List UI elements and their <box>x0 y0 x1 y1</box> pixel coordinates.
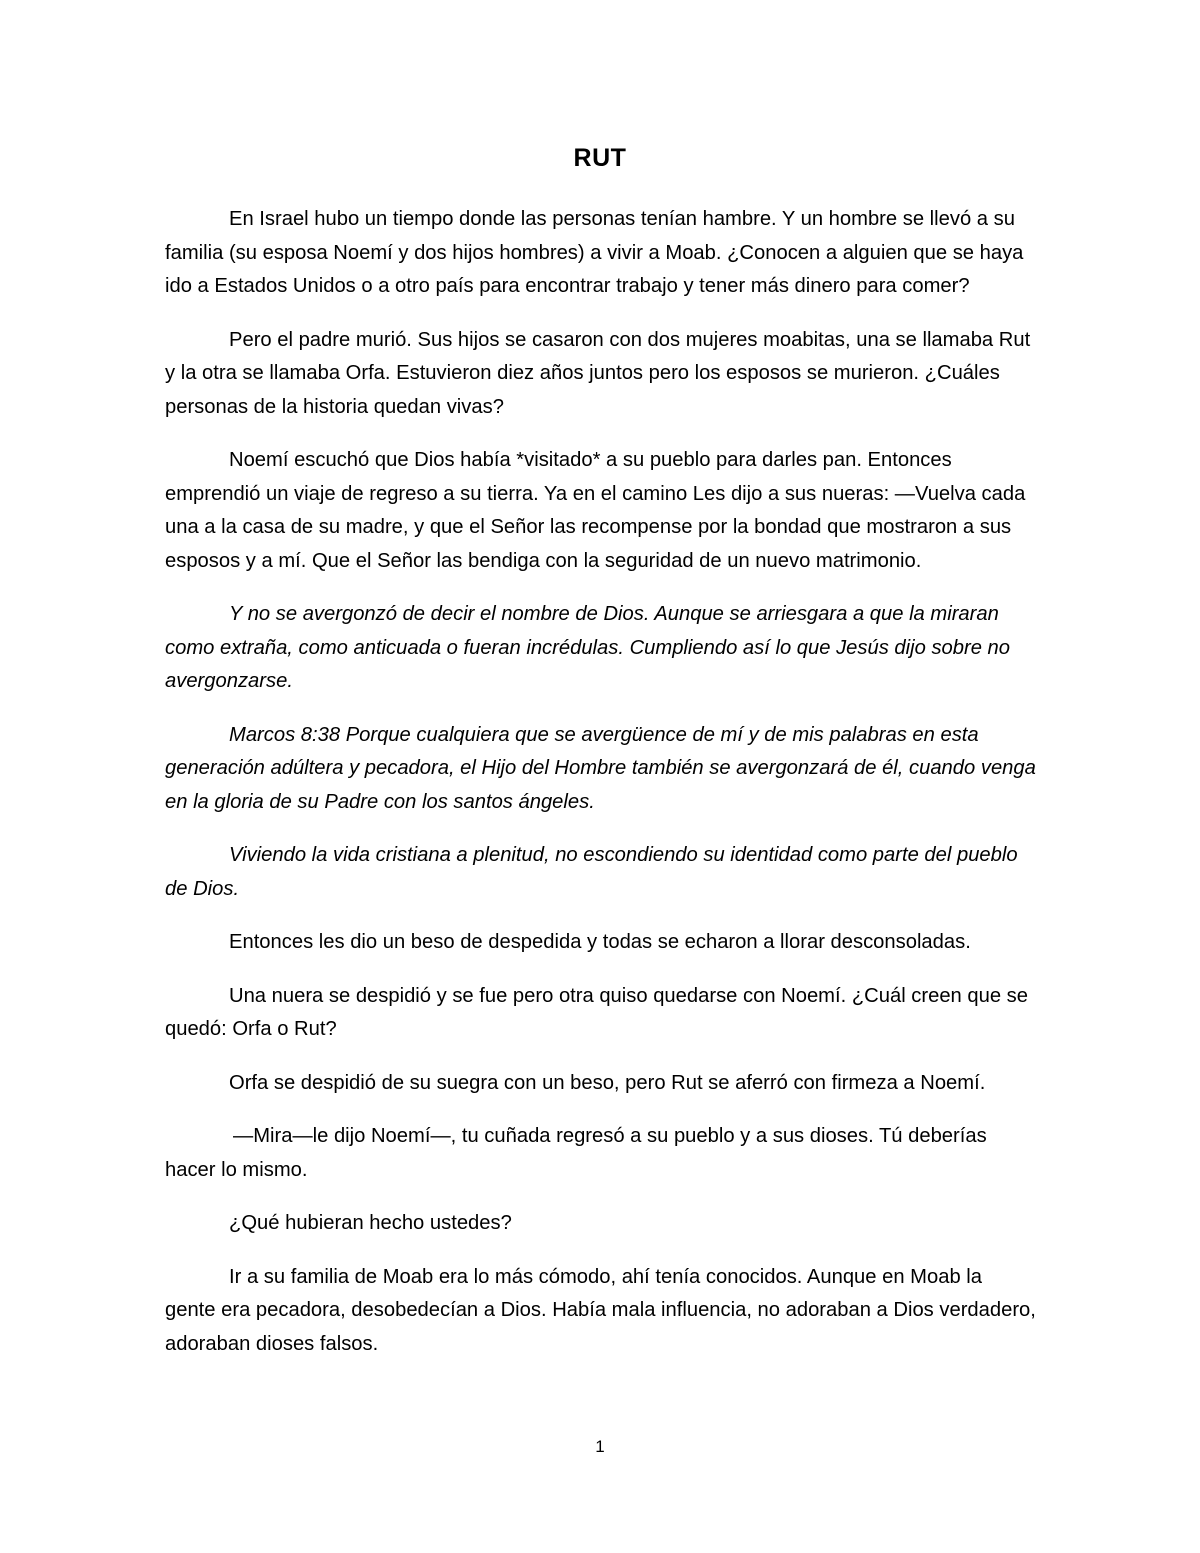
paragraph: Orfa se despidió de su suegra con un beso, pero Rut se aferró con firmeza a Noemí. <box>229 1071 986 1094</box>
paragraph: Noemí escuchó que Dios había *visitado* a su pueblo para darles pan. Entonces emprendió un viaje de regreso a su tierra. Ya en el camino Les dijo a sus nueras: —Vuelva cada una a la casa de su madre, y que el Señor las recompense por la bondad que mostraron a sus esposos y a mí. Que el Señor las bendiga con la seguridad de un nuevo matrimonio. <box>165 449 1026 572</box>
paragraph: Pero el padre murió. Sus hijos se casaron con dos mujeres moabitas, una se llamaba Rut y la otra se llamaba Orfa. Estuvieron diez años juntos pero los esposos se murieron. ¿Cuáles personas de la historia quedan vivas? <box>165 328 1031 418</box>
paragraph: ¿Qué hubieran hecho ustedes? <box>229 1212 512 1234</box>
paragraph: —Mira—le dijo Noemí—, tu cuñada regresó a su pueblo y a sus dioses. Tú deberías hacer lo mismo. <box>165 1125 987 1181</box>
paragraph: Entonces les dio un beso de despedida y todas se echaron a llorar desconsoladas. <box>229 931 971 953</box>
page-number: 1 <box>595 1437 605 1456</box>
paragraph: En Israel hubo un tiempo donde las personas tenían hambre. Y un hombre se llevó a su familia (su esposa Noemí y dos hijos hombres) a vivir a Moab. ¿Conocen a alguien que se haya ido a Estados Unidos o a otro país para encontrar trabajo y tener más dinero para comer? <box>165 208 1024 297</box>
paragraph: Marcos 8:38 Porque cualquiera que se avergüence de mí y de mis palabras en esta generación adúltera y pecadora, el Hijo del Hombre también se avergonzará de él, cuando venga en la gloria de su Padre con los santos ángeles. <box>165 723 1036 813</box>
paragraph: Ir a su familia de Moab era lo más cómodo, ahí tenía conocidos. Aunque en Moab la gente era pecadora, desobedecían a Dios. Había mala influencia, no adoraban a Dios verdadero, adoraban dioses falsos. <box>165 1265 1036 1355</box>
paragraph: Una nuera se despidió y se fue pero otra quiso quedarse con Noemí. ¿Cuál creen que se quedó: Orfa o Rut? <box>165 984 1029 1040</box>
paragraph: Viviendo la vida cristiana a plenitud, no escondiendo su identidad como parte del pueblo de Dios. <box>165 844 1018 900</box>
paragraph: Y no se avergonzó de decir el nombre de Dios. Aunque se arriesgara a que la miraran como extraña, como anticuada o fueran incrédulas. Cumpliendo así lo que Jesús dijo sobre no avergonzarse. <box>165 603 1011 692</box>
document-title: RUT <box>573 144 627 172</box>
document-body <box>165 203 1037 1381</box>
